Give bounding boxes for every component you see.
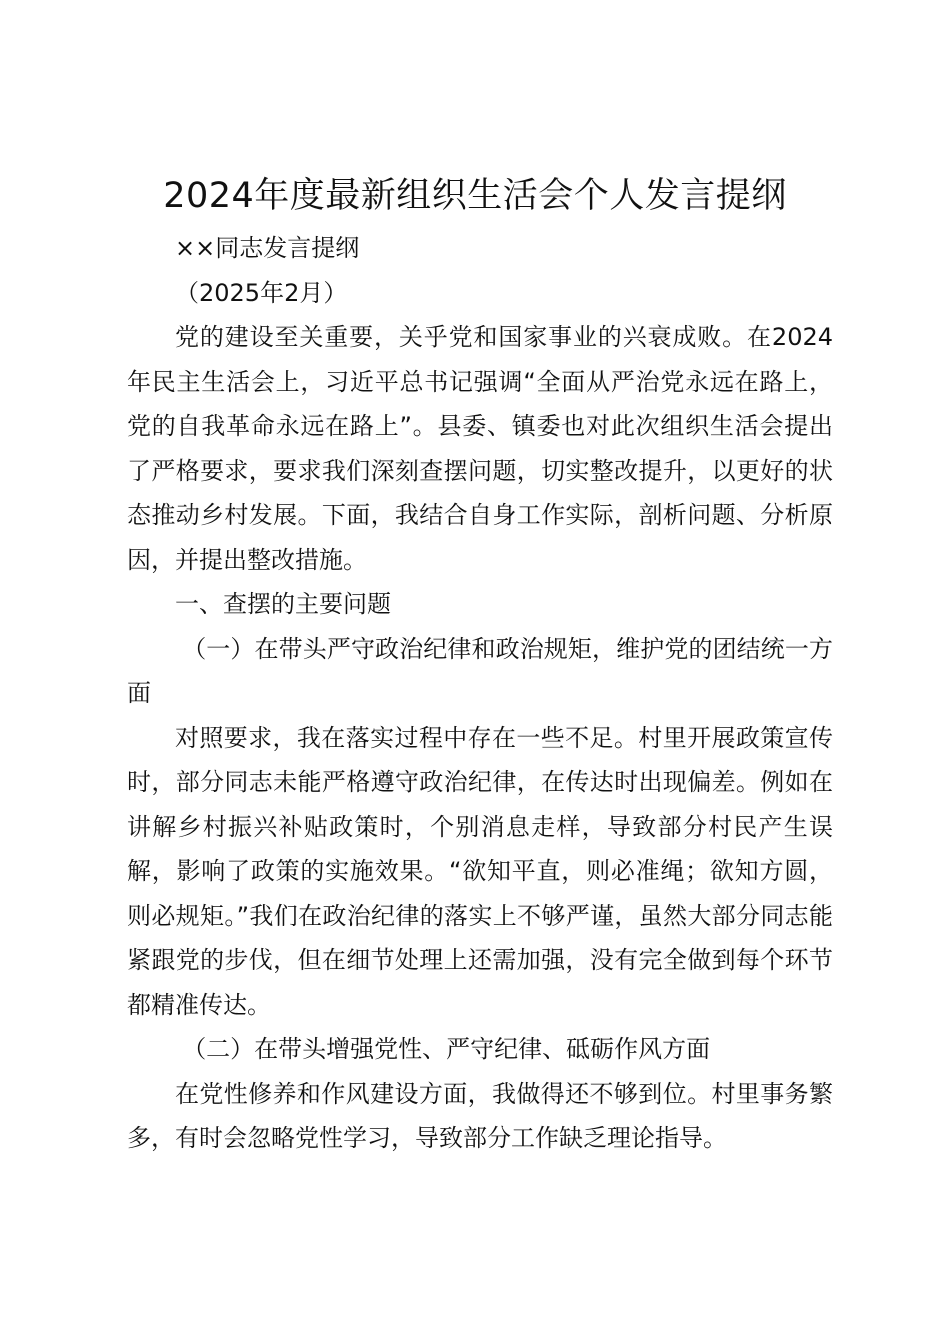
date-line: （2025年2月） <box>175 278 348 307</box>
body-paragraph-1: 对照要求，我在落实过程中存在一些不足。村里开展政策宣传时，部分同志未能严格遵守政治纪律，在传达时出现偏差。例如在讲解乡村振兴补贴政策时，个别消息走样，导致部分村民产生误解，影响了政策的实施效果。“欲知平直，则必准绳；欲知方圆，则必规矩。”我们在政治纪律的落实上不够严谨，虽然大部分同志能紧跟党的步伐，但在细节处理上还需加强，没有完全做到每个环节都精准传达。 <box>127 723 833 1019</box>
intro-paragraph: 党的建设至关重要，关乎党和国家事业的兴衰成败。在2024年民主生活会上，习近平总书记强调“全面从严治党永远在路上，党的自我革命永远在路上”。县委、镇委也对此次组织生活会提出了严格要求，要求我们深刻查摆问题，切实整改提升，以更好的状态推动乡村发展。下面，我结合自身工作实际，剖析问题、分析原因，并提出整改措施。 <box>127 323 833 574</box>
subsection-heading-1: （一）在带头严守政治纪律和政治规矩，维护党的团结统一方面 <box>127 634 833 707</box>
document-title: 2024年度最新组织生活会个人发言提纲 <box>163 176 787 216</box>
subsection-heading-2: （二）在带头增强党性、严守纪律、砥砺作风方面 <box>182 1035 711 1063</box>
document-body <box>127 226 833 1161</box>
byline: ××同志发言提纲 <box>175 234 360 262</box>
body-paragraph-2: 在党性修养和作风建设方面，我做得还不够到位。村里事务繁多，有时会忽略党性学习，导致部分工作缺乏理论指导。 <box>127 1079 833 1152</box>
section-heading: 一、查摆的主要问题 <box>175 590 391 618</box>
